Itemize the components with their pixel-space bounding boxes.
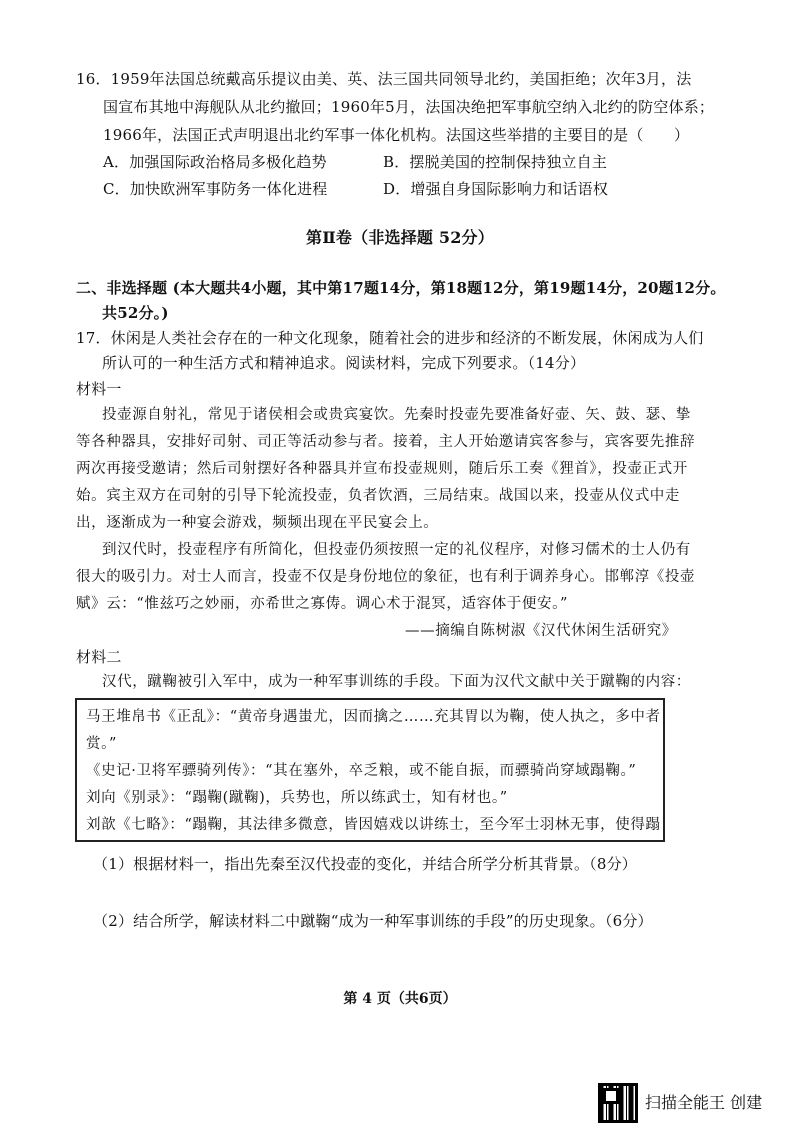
sub-question-2: （2）结合所学，解读材料二中蹴鞠“成为一种军事训练的手段”的历史现象。（6分）	[93, 912, 653, 930]
material1-source: ——摘编自陈树淑《汉代休闲生活研究》	[405, 623, 677, 639]
quotation-line: 马王堆帛书《正乱》：“黄帝身遇蚩尤，因而擒之……充其胃以为鞠，使人执之，多中者	[86, 709, 661, 725]
material1-line: 等各种器具，安排好司射、司正等活动参与者。接着，主人开始邀请宾客参与，宾客要先推辞	[76, 434, 696, 450]
material1-line: 出，逐渐成为一种宴会游戏，频频出现在平民宴会上。	[76, 515, 439, 531]
sub-question-1: （1）根据材料一，指出先秦至汉代投壶的变化，并结合所学分析其背景。（8分）	[93, 855, 637, 873]
quotation-line: 赏。”	[86, 736, 117, 752]
material1-line: 投壶源自射礼，常见于诸侯相会或贵宾宴饮。先秦时投壶先要准备好壶、矢、鼓、瑟、挚	[102, 407, 691, 423]
section2-line1: 二、非选择题 (本大题共4小题，其中第17题14分，第18题12分，第19题14分，20题12分。	[76, 279, 726, 297]
q16-option-a: A．加强国际政治格局多极化趋势	[103, 153, 327, 171]
q16-option-d: D．增强自身国际影响力和话语权	[383, 180, 609, 198]
material1-line: 始。宾主双方在司射的引导下轮流投壶，负者饮酒，三局结束。战国以来，投壶从仪式中走	[76, 488, 680, 504]
material1-line: 赋》云：“惟兹巧之妙丽，亦希世之寡俦。调心术于混冥，适容体于便安。”	[76, 596, 568, 612]
q16-option-c: C．加快欧洲军事防务一体化进程	[103, 180, 328, 198]
quotation-line: 刘歆《七略》：“蹋鞠，其法律多微意，皆因嬉戏以讲练士，至今军士羽林无事，使得蹋	[86, 817, 661, 833]
material1-line: 两次再接受邀请；然后司射摆好各种器具并宣布投壶规则，随后乐工奏《狸首》，投壶正式开	[76, 461, 688, 477]
quotation-line: 《史记·卫将军骠骑列传》：“其在塞外，卒乏粮，或不能自振，而骠骑尚穿域蹋鞠。”	[86, 763, 637, 779]
scanner-watermark: 扫描全能王 创建	[645, 1093, 763, 1112]
page-footer: 第 4 页（共6页）	[343, 991, 457, 1007]
quotation-line: 刘向《别录》：“蹋鞠(蹴鞠)，兵势也，所以练武士，知有材也。”	[86, 790, 508, 806]
q16-line2: 国宣布其地中海舰队从北约撤回；1960年5月，法国决绝把军事航空纳入北约的防空体系；	[103, 98, 715, 116]
section2-line2: 共52分。)	[102, 304, 169, 322]
qr-code-icon	[598, 1083, 638, 1123]
q17-line2: 所认可的一种生活方式和精神追求。阅读材料，完成下列要求。（14分）	[102, 354, 586, 372]
q16-option-b: B．摆脱美国的控制保持独立自主	[383, 153, 608, 171]
q17-line1: 17．休闲是人类社会存在的一种文化现象，随着社会的进步和经济的不断发展，休闲成为人们	[76, 329, 704, 347]
section-title: 第Ⅱ卷（非选择题 52分）	[306, 228, 494, 247]
material1-line: 到汉代时，投壶程序有所简化，但投壶仍须按照一定的礼仪程序，对修习儒术的士人仍有	[102, 542, 691, 558]
q16-line3: 1966年，法国正式声明退出北约军事一体化机构。法国这些举措的主要目的是（ ）	[103, 126, 690, 144]
material2-intro: 汉代，蹴鞠被引入军中，成为一种军事训练的手段。下面为汉代文献中关于蹴鞠的内容：	[102, 674, 691, 690]
q16-line1: 16．1959年法国总统戴高乐提议由美、英、法三国共同领导北约，美国拒绝；次年3月，法	[76, 70, 692, 88]
material1-title: 材料一	[76, 380, 122, 398]
material2-title: 材料二	[76, 648, 122, 666]
material1-line: 很大的吸引力。对士人而言，投壶不仅是身份地位的象征，也有利于调养身心。邯郸淳《投壶	[76, 569, 696, 585]
